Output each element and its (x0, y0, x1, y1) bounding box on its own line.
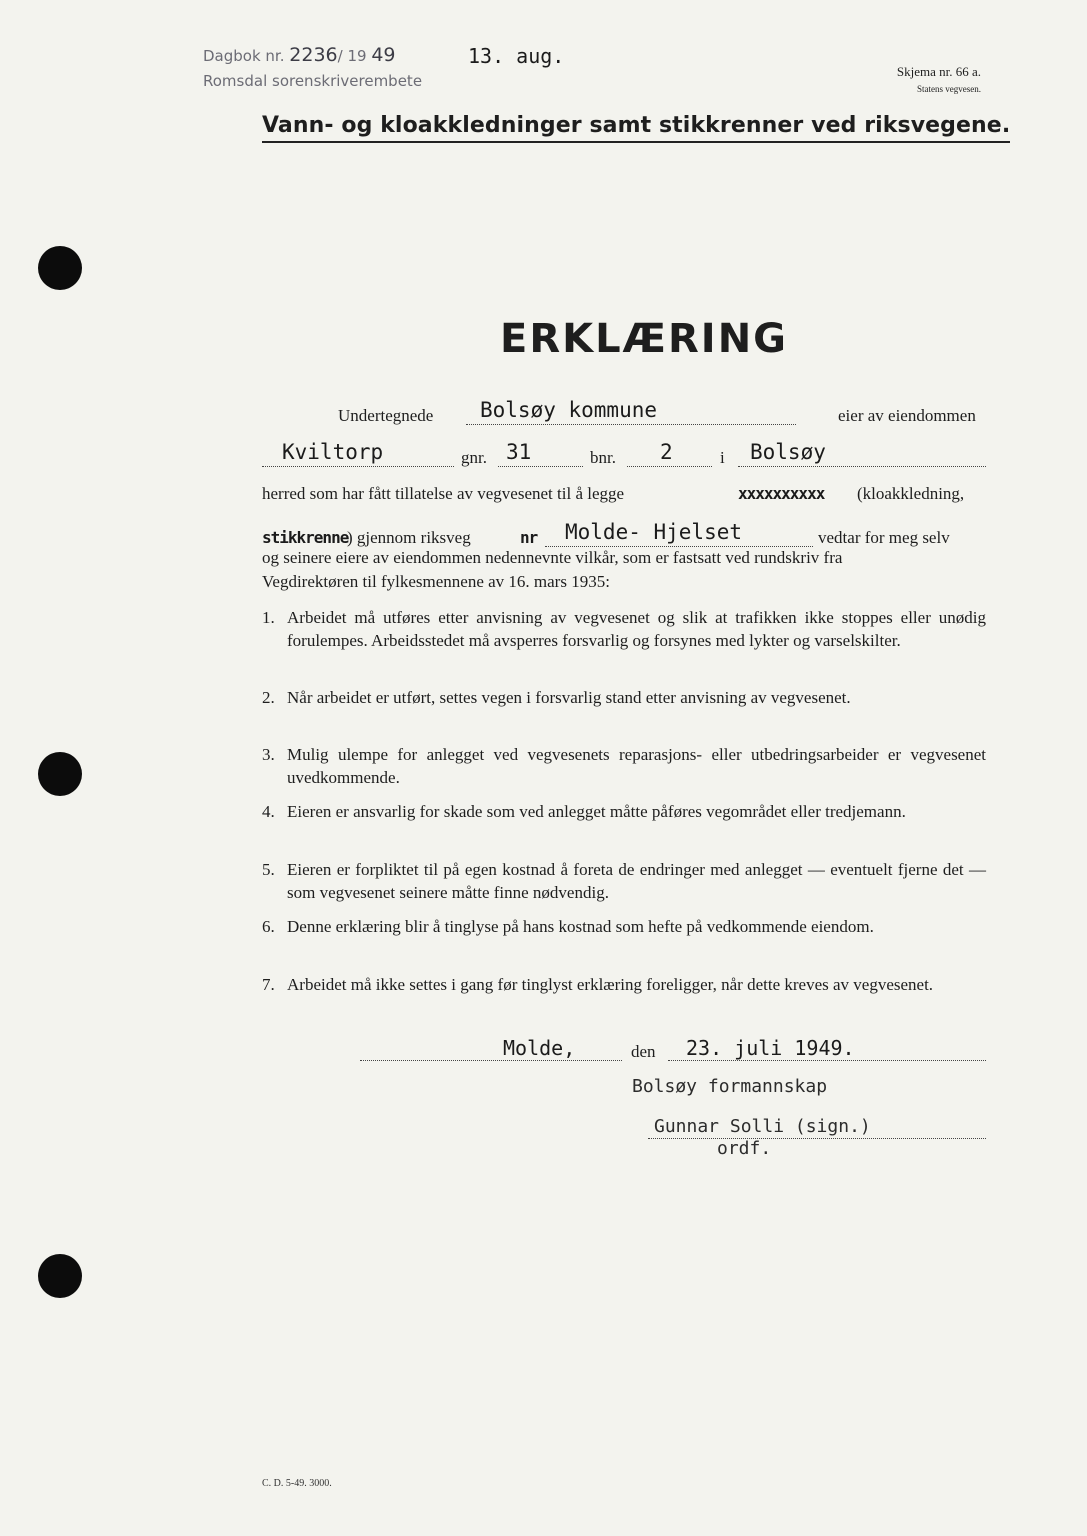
punch-hole-middle (38, 752, 82, 796)
date-field (668, 1036, 986, 1061)
signature-place: Molde, (503, 1036, 576, 1060)
municipality-value: Bolsøy (750, 440, 826, 464)
permit-text-end: (kloakkledning, (857, 484, 965, 503)
schema-agency: Statens vegvesen. (917, 84, 981, 94)
condition-text: Eieren er ansvarlig for skade som ved anlegget måtte påføres vegområdet eller tredjemann. (287, 802, 906, 821)
bnr-value: 2 (660, 440, 673, 464)
condition-text: Eieren er forpliktet til på egen kostnad å foreta de endringer med anlegget — eventuelt fjerne det — som vegvesenet seinere måtte finne nødvendig. (287, 860, 986, 902)
signature-signer: Gunnar Solli (sign.) (654, 1116, 871, 1137)
condition-text: Mulig ulempe for anlegget ved vegvesenets reparasjons- eller utbedringsarbeider er vegvesenet uvedkommende. (287, 745, 986, 787)
struck-out-text-3: nr (520, 528, 538, 547)
intro-line-6: Vegdirektøren til fylkesmennene av 16. mars 1935: (262, 572, 610, 591)
gnr-value: 31 (506, 440, 532, 464)
signature-org: Bolsøy formannskap (632, 1076, 828, 1097)
registry-date: 13. aug. (468, 44, 565, 68)
condition-number: 4. (262, 802, 275, 821)
condition-number: 1. (262, 608, 275, 627)
condition-number: 2. (262, 688, 275, 707)
permit-text: herred som har fått tillatelse av vegvesenet til å legge (262, 484, 625, 503)
property-field (262, 440, 454, 467)
registry-stamp-line1: Dagbok nr. 2236/ 19 49 (203, 44, 396, 66)
intro-line-5: og seinere eiere av eiendommen nedennevnte vilkår, som er fastsatt ved rundskriv fra (262, 548, 843, 567)
registry-stamp-line2: Romsdal sorenskriverembete (203, 72, 423, 90)
owner-label: eier av eiendommen (838, 406, 976, 425)
stamp-number: 2236 (289, 44, 338, 66)
in-label: i (720, 448, 725, 467)
condition-text: Arbeidet må utføres etter anvisning av vegvesenet og slik at trafikken ikke stoppes eller unødig forulempes. Arbeidsstedet må avsperres forsvarlig og forsynes med lykter og varselskilter. (287, 608, 986, 650)
condition-number: 6. (262, 917, 275, 936)
condition-text: Når arbeidet er utført, settes vegen i forsvarlig stand etter anvisning av vegvesenet. (287, 688, 851, 707)
print-code: C. D. 5-49. 3000. (262, 1478, 332, 1489)
municipality-field (738, 440, 986, 467)
stamp-year-prefix: 19 (347, 47, 367, 65)
undersigned-value: Bolsøy kommune (480, 398, 658, 422)
stamp-prefix: Dagbok nr. (203, 47, 285, 65)
road-text: ) gjennom riksveg (347, 528, 471, 547)
gnr-field (498, 440, 583, 467)
stamp-year: 49 (371, 44, 396, 66)
struck-out-text-2: stikkrenne (262, 528, 349, 547)
signer-field (648, 1116, 986, 1139)
property-name: Kviltorp (282, 440, 384, 464)
bnr-field (627, 440, 712, 467)
bnr-label: bnr. (590, 448, 616, 467)
undersigned-label: Undertegnede (338, 406, 434, 425)
page-title: ERKLÆRING (500, 316, 788, 362)
struck-out-text-1: xxxxxxxxxx (738, 484, 825, 503)
schema-number: Skjema nr. 66 a. (896, 64, 981, 79)
punch-hole-bottom (38, 1254, 82, 1298)
condition-number: 5. (262, 860, 275, 879)
condition-number: 3. (262, 745, 275, 764)
condition-text: Denne erklæring blir å tinglyse på hans kostnad som hefte på vedkommende eiendom. (287, 917, 874, 936)
road-value: Molde- Hjelset (565, 520, 743, 544)
road-text-end: vedtar for meg selv (818, 528, 950, 547)
condition-text: Arbeidet må ikke settes i gang før tinglyst erklæring foreligger, når dette kreves av vegvesenet. (287, 975, 934, 994)
punch-hole-top (38, 246, 82, 290)
road-field (545, 520, 813, 547)
place-field (360, 1036, 622, 1061)
form-heading: Vann- og kloakkledninger samt stikkrenner ved riksvegene. (262, 113, 1010, 143)
signature-role: ordf. (717, 1138, 772, 1159)
den-label: den (631, 1042, 656, 1061)
undersigned-field (466, 398, 796, 425)
signature-date: 23. juli 1949. (686, 1036, 855, 1060)
gnr-label: gnr. (461, 448, 487, 467)
condition-number: 7. (262, 975, 275, 994)
